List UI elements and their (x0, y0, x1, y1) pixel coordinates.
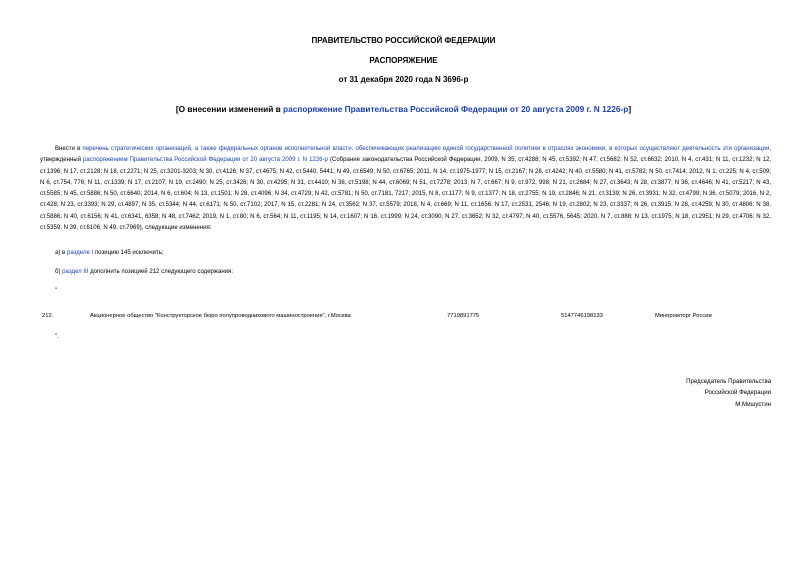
signature-position: Председатель Правительства (686, 378, 771, 385)
intro-text-1: Внести в (55, 146, 83, 152)
quote-open: " (55, 288, 58, 294)
subject-link[interactable]: распоряжение Правительства Российской Федерации от 20 августа 2009 г. N 1226-р (283, 104, 629, 114)
item-b (55, 269, 233, 275)
row-number: 212. (42, 313, 54, 319)
subject-close: ] (628, 104, 632, 114)
order-1226-link[interactable]: распоряжением Правительства Российской Федерации от 20 августа 2009 г. N 1226-р (83, 157, 328, 164)
document-date-number: от 31 декабря 2020 года N 3696-р (338, 75, 469, 84)
organization-name: Акционерное общество "Конструкторское бюро полупроводникового машиностроения", г.Москва (90, 313, 351, 319)
responsible-ministry: Минпромторг России (655, 313, 712, 319)
section-1-link[interactable]: разделе I (66, 250, 94, 256)
signature-position-2: Российской Федерации (704, 389, 771, 397)
subject-open: [О внесении изменений в (175, 104, 284, 114)
government-title: ПРАВИТЕЛЬСТВО РОССИЙСКОЙ ФЕДЕРАЦИИ (311, 36, 496, 45)
document-kind: РАСПОРЯЖЕНИЕ (369, 56, 438, 65)
organization-inn: 7719891775 (447, 313, 480, 319)
item-b-post: дополнить позицией 212 следующего содержания: (88, 269, 234, 275)
strategic-list-link[interactable]: перечень стратегических организаций, а также федеральных органов исполнительной власти, обеспечивающих реализацию единой государственной политики в отраслях экономики, в которых осуществляют деятельность эти организации (82, 146, 770, 152)
intro-text-3: (Собрание законодательства Российской Федерации, 2009, N 35, ст.4288; N 45, ст.5392; N 47, ст.5682; N 52, ст.6632; 2010, N 4, ст.431; N 11, ст.1232; N 12, ст.1396; N 17, ст.2128; N 18, ст.2271; N 25, ст.3201-3203; N 30, ст.4126; N 37, ст.4675; N 42, ст.5440, 5441; N 49, ст.6549; N 50, ст.6765; 2011, N 14, ст.1975-1977; N 15, ст.2167; N 28, ст.4242; N 40, ст.5580; N 41, ст.5782; N 50, ст.7414; 2012, N 1, ст.225; N 4, ст.509; N 6, ст.754, 776; N 11, ст.1339; N 17, ст.2107; N 19, ст.2490; N 25, ст.3426; N 30, ст.4295; N 31, ст.4410; N 38, ст.5198; N 44, ст.6069; N 51, ст.7278; 2013, N 7, ст.667; N 9, ст.972, 998; N 21, ст.2684; N 27, ст.3643; N 28, ст.3877; N 36, ст.4646; N 41, ст.5217; N 43, ст.5585; N 45, ст.5886; N 50, ст.6640; 2014, N 6, ст.604; N 13, ст.1501; N 28, ст.4096; N 34, ст.4729; N 42, ст.5781; N 50, ст.7181, 7217; 2015, N 8, ст.1177; N 9, ст.1377; N 18, ст.2755; N 19, ст.2846; N 21, ст.3139; N 26, ст.3931; N 32, ст.4799; N 36, ст.5079; 2016, N 2, ст.428; N 23, ст.3393; N 29, ст.4897; N 35, ст.5344; N 44, ст.6171; N 50, ст.7102; 2017, N 15, ст.2281; N 24, ст.3562; N 37, ст.5579; 2018, N 4, ст.669; N 11, ст.1656; N 17, ст.2531, 2546; N 19, ст.2802; N 23, ст.3337; N 26, ст.3915; N 28, ст.4259; N 30, ст.4806; N 38, ст.5886; N 40, ст.6156; N 41, ст.6341, 6358; N 48, ст.7462; 2019, N 1, ст.80; N 6, ст.564; N 11, ст.1195; N 14, ст.1607; N 16, ст.1999; N 24, ст.3090; N 27, ст.3652; N 32, ст.4797; N 40, ст.5576, 5645; 2020, N 7, ст.888; N 13, ст.1975; N 18, ст.2951; N 29, ст.4706; N 32, ст.5359; N 39, ст.6106; N 49, ст.7969), следующие изменения: (40, 157, 772, 232)
signature-block (686, 376, 771, 410)
main-paragraph (40, 144, 771, 234)
item-a (55, 250, 164, 256)
document-subject (0, 104, 807, 114)
item-a-pre: а) в (55, 250, 67, 256)
quote-close: ". (55, 334, 59, 340)
organization-ogrn: 5147746198133 (561, 313, 603, 319)
item-a-post: позицию 145 исключить; (93, 250, 164, 256)
section-3-link[interactable]: раздел III (62, 269, 89, 275)
intro-text-2: , утвержденный (40, 146, 772, 164)
signature-name: М.Мишустин (735, 400, 771, 408)
item-b-pre: б) (55, 269, 63, 275)
